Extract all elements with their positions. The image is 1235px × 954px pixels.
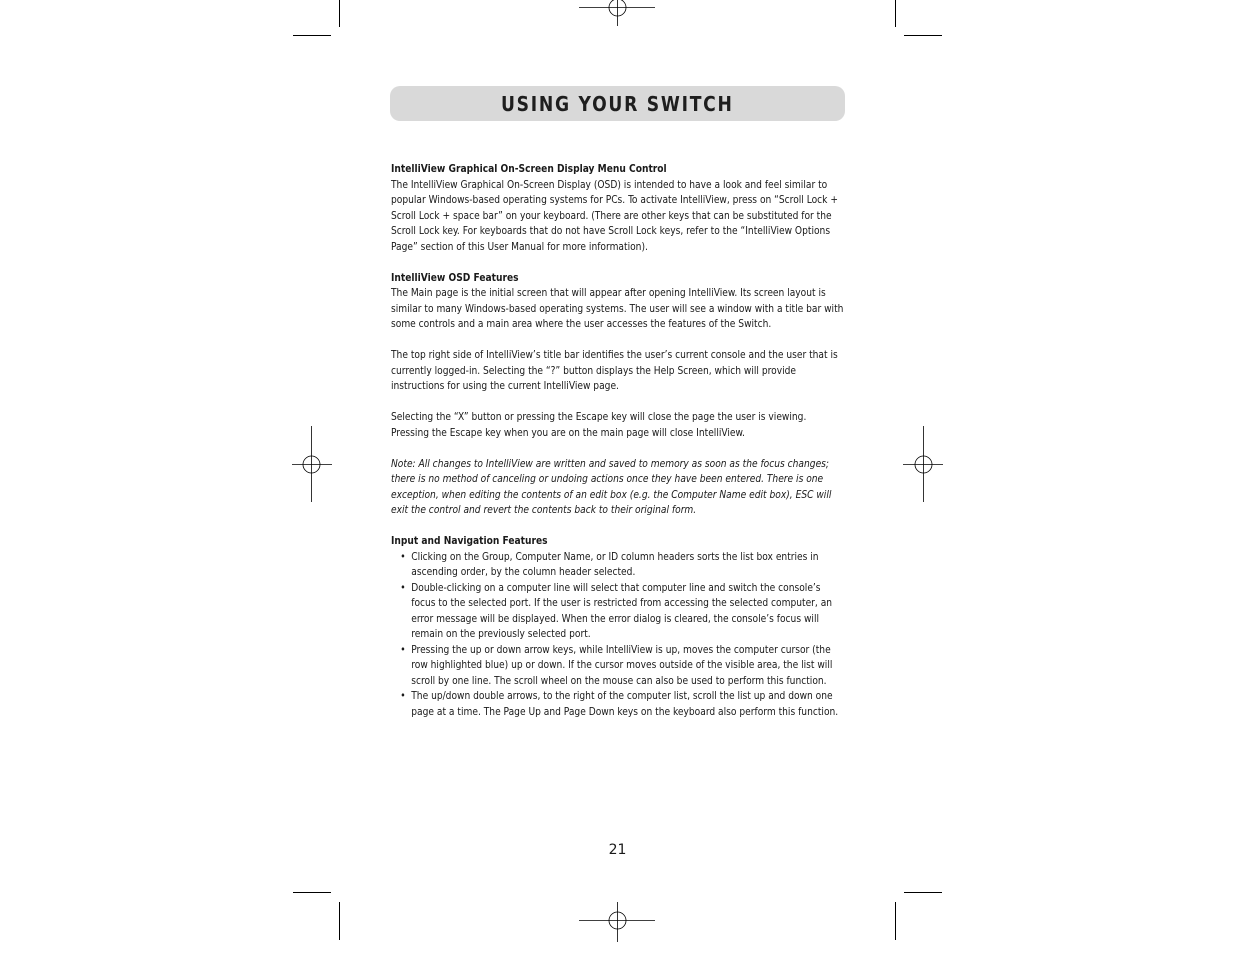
crop-mark	[339, 0, 340, 27]
crop-mark	[293, 892, 331, 893]
registration-mark-icon	[292, 426, 330, 464]
crop-mark	[895, 0, 896, 27]
bullet-list	[391, 549, 845, 720]
paragraph: The IntelliView Graphical On-Screen Display (OSD) is intended to have a look and feel similar to popular Windows-based operating systems for PCs. To activate IntelliView, press on “Scroll Lock + Scroll Lock + space bar” on your keyboard. (There are other keys that can be substituted for the Scroll Lock key. For keyboards that do not have Scroll Lock keys, refer to the “IntelliView Options Page” section of this User Manual for more information).	[391, 177, 838, 253]
list-item: • Clicking on the Group, Computer Name, or ID column headers sorts the list box entries in ascending order, by the column header selected.	[391, 549, 845, 580]
registration-mark-icon	[903, 426, 941, 464]
page-title: USING YOUR SWITCH	[501, 91, 734, 116]
registration-mark-icon	[579, 902, 617, 940]
paragraph: Selecting the “X” button or pressing the Escape key will close the page the user is viewing. Pressing the Escape key when you are on the main page will close IntelliView.	[391, 410, 807, 439]
note-paragraph: Note: All changes to IntelliView are written and saved to memory as soon as the focus changes; there is no method of canceling or undoing actions once they have been entered. There is one exception, when editing the contents of an edit box (e.g. the Computer Name edit box), ESC will exit the control and revert the contents back to their original form.	[391, 456, 832, 516]
page-number: 21	[608, 842, 627, 858]
crop-mark	[895, 902, 896, 940]
section-heading: IntelliView OSD Features	[391, 270, 519, 284]
list-item: • The up/down double arrows, to the right of the computer list, scroll the list up and down one page at a time. The Page Up and Page Down keys on the keyboard also perform this function.	[391, 688, 845, 719]
paragraph: The top right side of IntelliView’s title bar identifies the user’s current console and the user that is currently logged-in. Selecting the “?” button displays the Help Screen, which will provide instructions for using the current IntelliView page.	[391, 348, 838, 392]
registration-mark-icon	[579, 0, 617, 38]
crop-mark	[293, 35, 331, 36]
crop-mark	[904, 35, 942, 36]
crop-mark	[904, 892, 942, 893]
document-body	[391, 161, 844, 719]
section-header-bar	[390, 86, 845, 121]
section-heading: Input and Navigation Features	[391, 534, 548, 547]
section-heading: IntelliView Graphical On-Screen Display Menu Control	[391, 162, 667, 175]
paragraph: The Main page is the initial screen that will appear after opening IntelliView. Its screen layout is similar to many Windows-based operating systems. The user will see a window with a title bar with some controls and a main area where the user accesses the features of the Switch.	[391, 286, 844, 330]
list-item: • Pressing the up or down arrow keys, while IntelliView is up, moves the computer cursor (the row highlighted blue) up or down. If the cursor moves outside of the visible area, the list will scroll by one line. The scroll wheel on the mouse can also be used to perform this function.	[391, 642, 845, 689]
list-item: • Double-clicking on a computer line will select that computer line and switch the console’s focus to the selected port. If the user is restricted from accessing the selected computer, an error message will be displayed. When the error dialog is cleared, the console’s focus will remain on the previously selected port.	[391, 580, 845, 642]
crop-mark	[339, 902, 340, 940]
